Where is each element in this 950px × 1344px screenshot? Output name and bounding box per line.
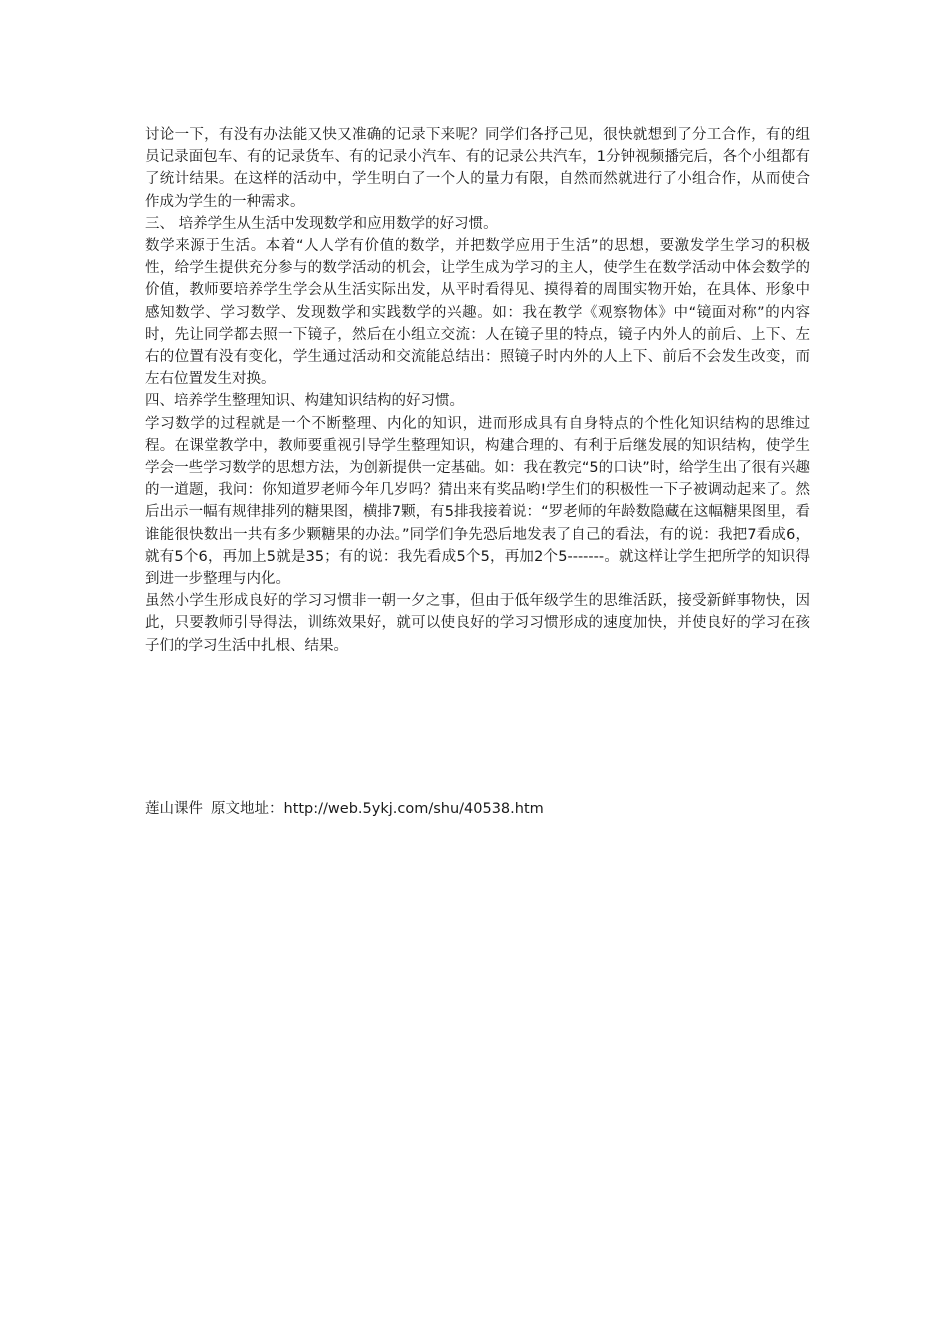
section-heading-3: 三、 培养学生从生活中发现数学和应用数学的好习惯。: [145, 215, 498, 232]
paragraph-knowledge-structure: 学习数学的过程就是一个不断整理、内化的知识，进而形成具有自身特点的个性化知识结构的思维过程。在课堂教学中，教师要重视引导学生整理知识，构建合理的、有利于后继发展的知识结构，使学生学会一些学习数学的思想方法，为创新提供一定基础。如：我在教完“5的口诀”时，给学生出了很有兴趣的一道题，我问：你知道罗老师今年几岁吗？猜出来有奖品哟!学生们的积极性一下子被调动起来了。然后出示一幅有规律排列的糖果图，横排7颗，有5排我接着说：“罗老师的年龄数隐藏在这幅糖果图里，看谁能很快数出一共有多少颗糖果的办法。”同学们争先恐后地发表了自己的看法，有的说：我把7看成6，就有5个6，再加上5就是35；有的说：我先看成5个5，再加2个5-------。就这样让学生把所学的知识得到进一步整理与内化。: [145, 415, 810, 588]
paragraph-conclusion: 虽然小学生形成良好的学习习惯非一朝一夕之事，但由于低年级学生的思维活跃，接受新鲜事物快，因此，只要教师引导得法，训练效果好，就可以使良好的学习习惯形成的速度加快，并使良好的学习在孩子们的学习生活中扎根、结果。: [145, 593, 810, 654]
section-heading-4: 四、培养学生整理知识、构建知识结构的好习惯。: [145, 393, 464, 410]
article-body: [145, 124, 810, 657]
source-label: 原文地址：: [211, 801, 284, 817]
paragraph-cooperation: 讨论一下，有没有办法能又快又准确的记录下来呢？同学们各抒己见，很快就想到了分工合作，有的组员记录面包车、有的记录货车、有的记录小汽车、有的记录公共汽车，1分钟视频播完后，各个小组都有了统计结果。在这样的活动中，学生明白了一个人的量力有限，自然而然就进行了小组合作，从而使合作成为学生的一种需求。: [145, 127, 810, 210]
site-name: 莲山课件: [145, 801, 203, 817]
paragraph-math-from-life: 数学来源于生活。本着“人人学有价值的数学，并把数学应用于生活”的思想，要激发学生学习的积极性，给学生提供充分参与的数学活动的机会，让学生成为学习的主人，使学生在数学活动中体会数学的价值，教师要培养学生学会从生活实际出发，从平时看得见、摸得着的周围实物开始，在具体、形象中感知数学、学习数学、发现数学和实践数学的兴趣。如：我在教学《观察物体》中“镜面对称”的内容时，先让同学都去照一下镜子，然后在小组立交流：人在镜子里的特点，镜子内外人的前后、上下、左右的位置有没有变化，学生通过活动和交流能总结出：照镜子时内外的人上下、前后不会发生改变，而左右位置发生对换。: [145, 238, 810, 388]
source-url-link[interactable]: http://web.5ykj.com/shu/40538.htm: [283, 801, 544, 817]
source-footer: [145, 798, 810, 820]
